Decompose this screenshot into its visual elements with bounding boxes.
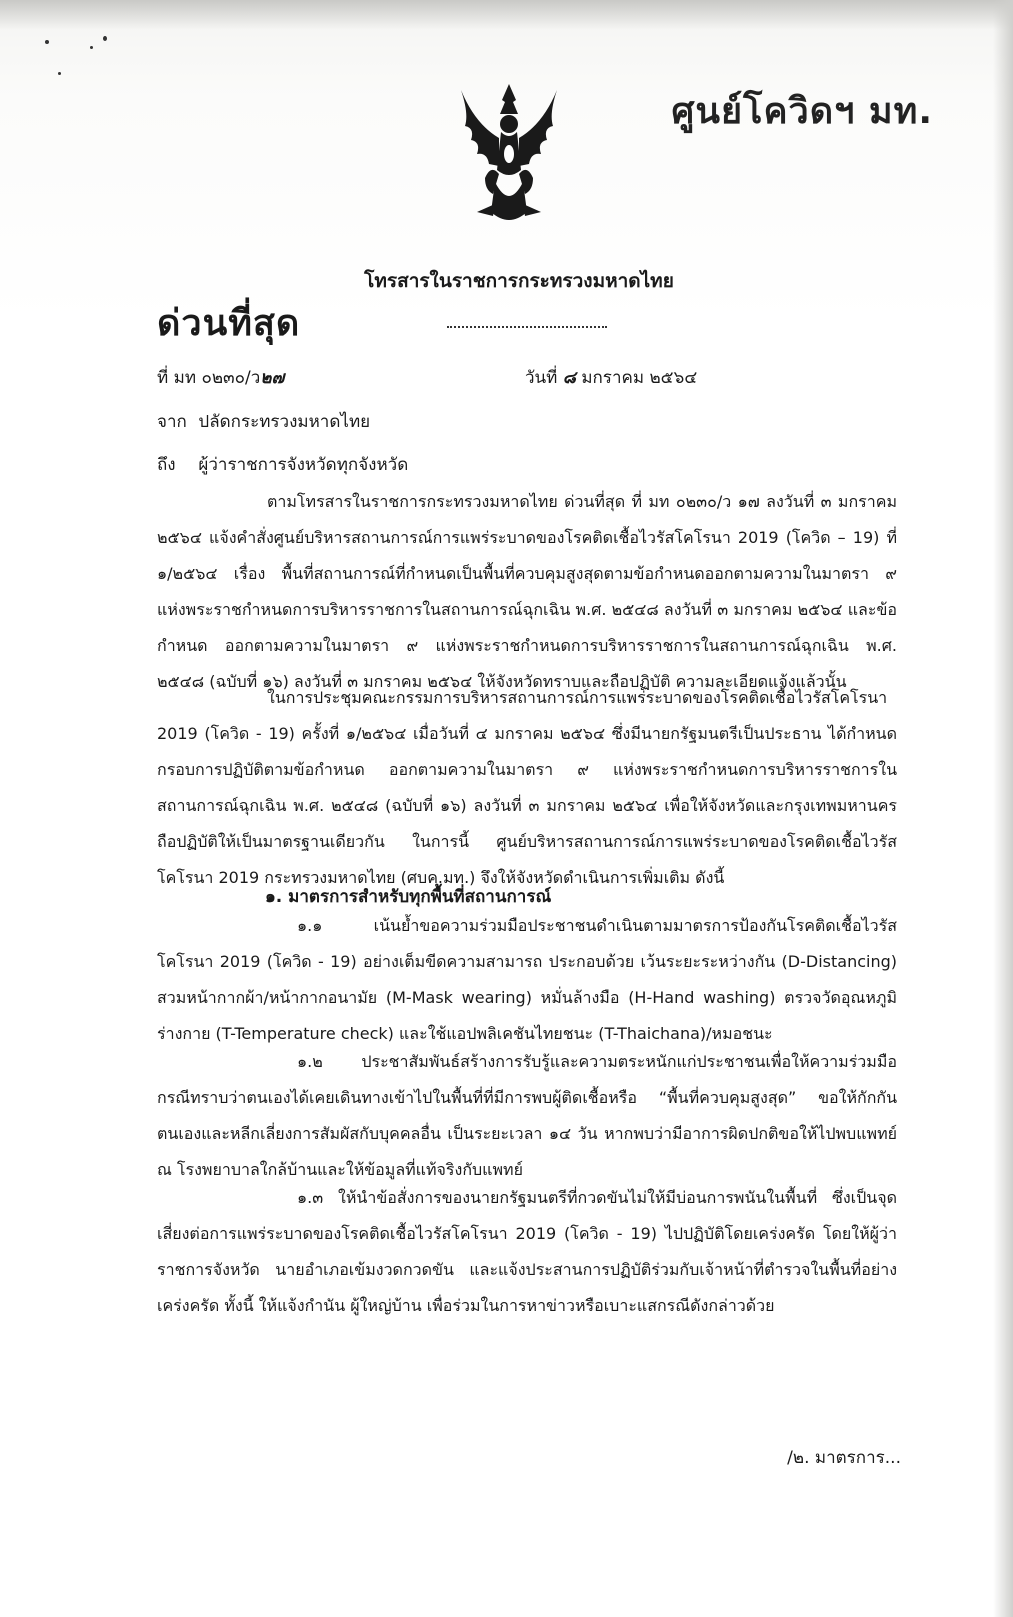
document-type-title: โทรสารในราชการกระทรวงมหาดไทย (364, 270, 674, 292)
item-1-3: ๑.๓ ให้นำข้อสั่งการของนายกรัฐมนตรีที่กวดขันไม่ให้มีบ่อนการพนันในพื้นที่ ซึ่งเป็นจุดเสี่ยงต่อการแพร่ระบาดของโรคติดเชื้อไวรัสโคโรนา 2019 (โควิด - 19) ไปปฏิบัติโดยเคร่งครัด โดยให้ผู้ว่าราชการจังหวัด นายอำเภอเข้มงวดกวดขัน และแจ้งประสานการปฏิบัติร่วมกับเจ้าหน้าที่ตำรวจในพื้นที่อย่างเคร่งครัด ทั้งนี้ ให้แจ้งกำนัน ผู้ใหญ่บ้าน เพื่อร่วมในการหาข่าวหรือเบาะแสกรณีดังกล่าวด้วย (157, 1188, 897, 1315)
date-day: ๘ (562, 368, 576, 388)
scan-top-shadow (0, 0, 1013, 30)
date-month-year: มกราคม ๒๕๖๔ (581, 368, 698, 388)
item-1-1: ๑.๑ เน้นย้ำขอความร่วมมือประชาชนดำเนินตามมาตรการป้องกันโรคติดเชื้อไวรัสโคโรนา 2019 (โควิด - 19) อย่างเต็มขีดความสามารถ ประกอบด้วย เว้นระยะระหว่างกัน (D-Distancing) สวมหน้ากากผ้า/หน้ากากอนามัย (M-Mask wearing) หมั่นล้างมือ (H-Hand washing) ตรวจวัดอุณหภูมิร่างกาย (T-Temperature check) และใช้แอปพลิเคชันไทยชนะ (T-Thaichana)/หมอชนะ (157, 916, 897, 1043)
garuda-emblem-icon (455, 82, 563, 230)
reference-number-row (157, 364, 284, 391)
scan-speck (90, 46, 93, 49)
signature-dotted-line (447, 326, 607, 328)
scan-right-shadow (993, 0, 1013, 1617)
from-row (157, 408, 370, 435)
scan-speck (103, 36, 107, 41)
date-label: วันที่ (525, 368, 558, 388)
paragraph-reference: ตามโทรสารในราชการกระทรวงมหาดไทย ด่วนที่สุด ที่ มท ๐๒๓๐/ว ๑๗ ลงวันที่ ๓ มกราคม ๒๕๖๔ แจ้งคำสั่งศูนย์บริหารสถานการณ์การแพร่ระบาดของโรคติดเชื้อไวรัสโคโรนา 2019 (โควิด – 19) ที่ ๑/๒๕๖๔ เรื่อง พื้นที่สถานการณ์ที่กำหนดเป็นพื้นที่ควบคุมสูงสุดตามข้อกำหนดออกตามความในมาตรา ๙ แห่งพระราชกำหนดการบริหารราชการในสถานการณ์ฉุกเฉิน พ.ศ. ๒๕๔๘ ลงวันที่ ๓ มกราคม ๒๕๖๔ และข้อกำหนด ออกตามความในมาตรา ๙ แห่งพระราชกำหนดการบริหารราชการในสถานการณ์ฉุกเฉิน พ.ศ. ๒๕๔๘ (ฉบับที่ ๑๖) ลงวันที่ ๓ มกราคม ๒๕๖๔ ให้จังหวัดทราบและถือปฏิบัติ ความละเอียดแจ้งแล้วนั้น (157, 492, 897, 691)
paragraph-meeting: ในการประชุมคณะกรรมการบริหารสถานการณ์การแพร่ระบาดของโรคติดเชื้อไวรัสโคโรนา 2019 (โควิด - 19) ครั้งที่ ๑/๒๕๖๔ เมื่อวันที่ ๔ มกราคม ๒๕๖๔ ซึ่งมีนายกรัฐมนตรีเป็นประธาน ได้กำหนดกรอบการปฏิบัติตามข้อกำหนด ออกตามความในมาตรา ๙ แห่งพระราชกำหนดการบริหารราชการในสถานการณ์ฉุกเฉิน พ.ศ. ๒๕๔๘ (ฉบับที่ ๑๖) ลงวันที่ ๓ มกราคม ๒๕๖๔ เพื่อให้จังหวัดและกรุงเทพมหานครถือปฏิบัติให้เป็นมาตรฐานเดียวกัน ในการนี้ ศูนย์บริหารสถานการณ์การแพร่ระบาดของโรคติดเชื้อไวรัสโคโรนา 2019 กระทรวงมหาดไทย (ศบค.มท.) จึงให้จังหวัดดำเนินการเพิ่มเติม ดังนี้ (157, 688, 897, 887)
item-1-2: ๑.๒ ประชาสัมพันธ์สร้างการรับรู้และความตระหนักแก่ประชาชนเพื่อให้ความร่วมมือ กรณีทราบว่าตนเองได้เคยเดินทางเข้าไปในพื้นที่ที่มีการพบผู้ติดเชื้อหรือ “พื้นที่ควบคุมสูงสุด” ขอให้กักกันตนเองและหลีกเลี่ยงการสัมผัสกับบุคคลอื่น เป็นระยะเวลา ๑๔ วัน หากพบว่ามีอาการผิดปกติขอให้ไปพบแพทย์ ณ โรงพยาบาลใกล้บ้านและให้ข้อมูลที่แท้จริงกับแพทย์ (157, 1052, 897, 1179)
header-stamp: ศูนย์โควิดฯ มท. (671, 91, 933, 132)
next-page-continuation: /๒. มาตรการ... (787, 1448, 901, 1468)
from-value: ปลัดกระทรวงมหาดไทย (198, 412, 371, 432)
to-value: ผู้ว่าราชการจังหวัดทุกจังหวัด (198, 455, 409, 475)
from-label: จาก (157, 412, 187, 432)
section-heading: ๑. มาตรการสำหรับทุกพื้นที่สถานการณ์ (265, 887, 552, 907)
to-row (157, 451, 408, 478)
reference-handwritten-suffix: ๒๗ (260, 368, 285, 388)
scan-speck (58, 72, 61, 75)
scan-speck (45, 40, 49, 44)
reference-label: ที่ (157, 368, 169, 388)
urgency-label: ด่วนที่สุด (157, 303, 301, 344)
reference-number: มท ๐๒๓๐/ว (173, 368, 261, 388)
date-row (525, 364, 697, 391)
to-label: ถึง (157, 455, 176, 475)
